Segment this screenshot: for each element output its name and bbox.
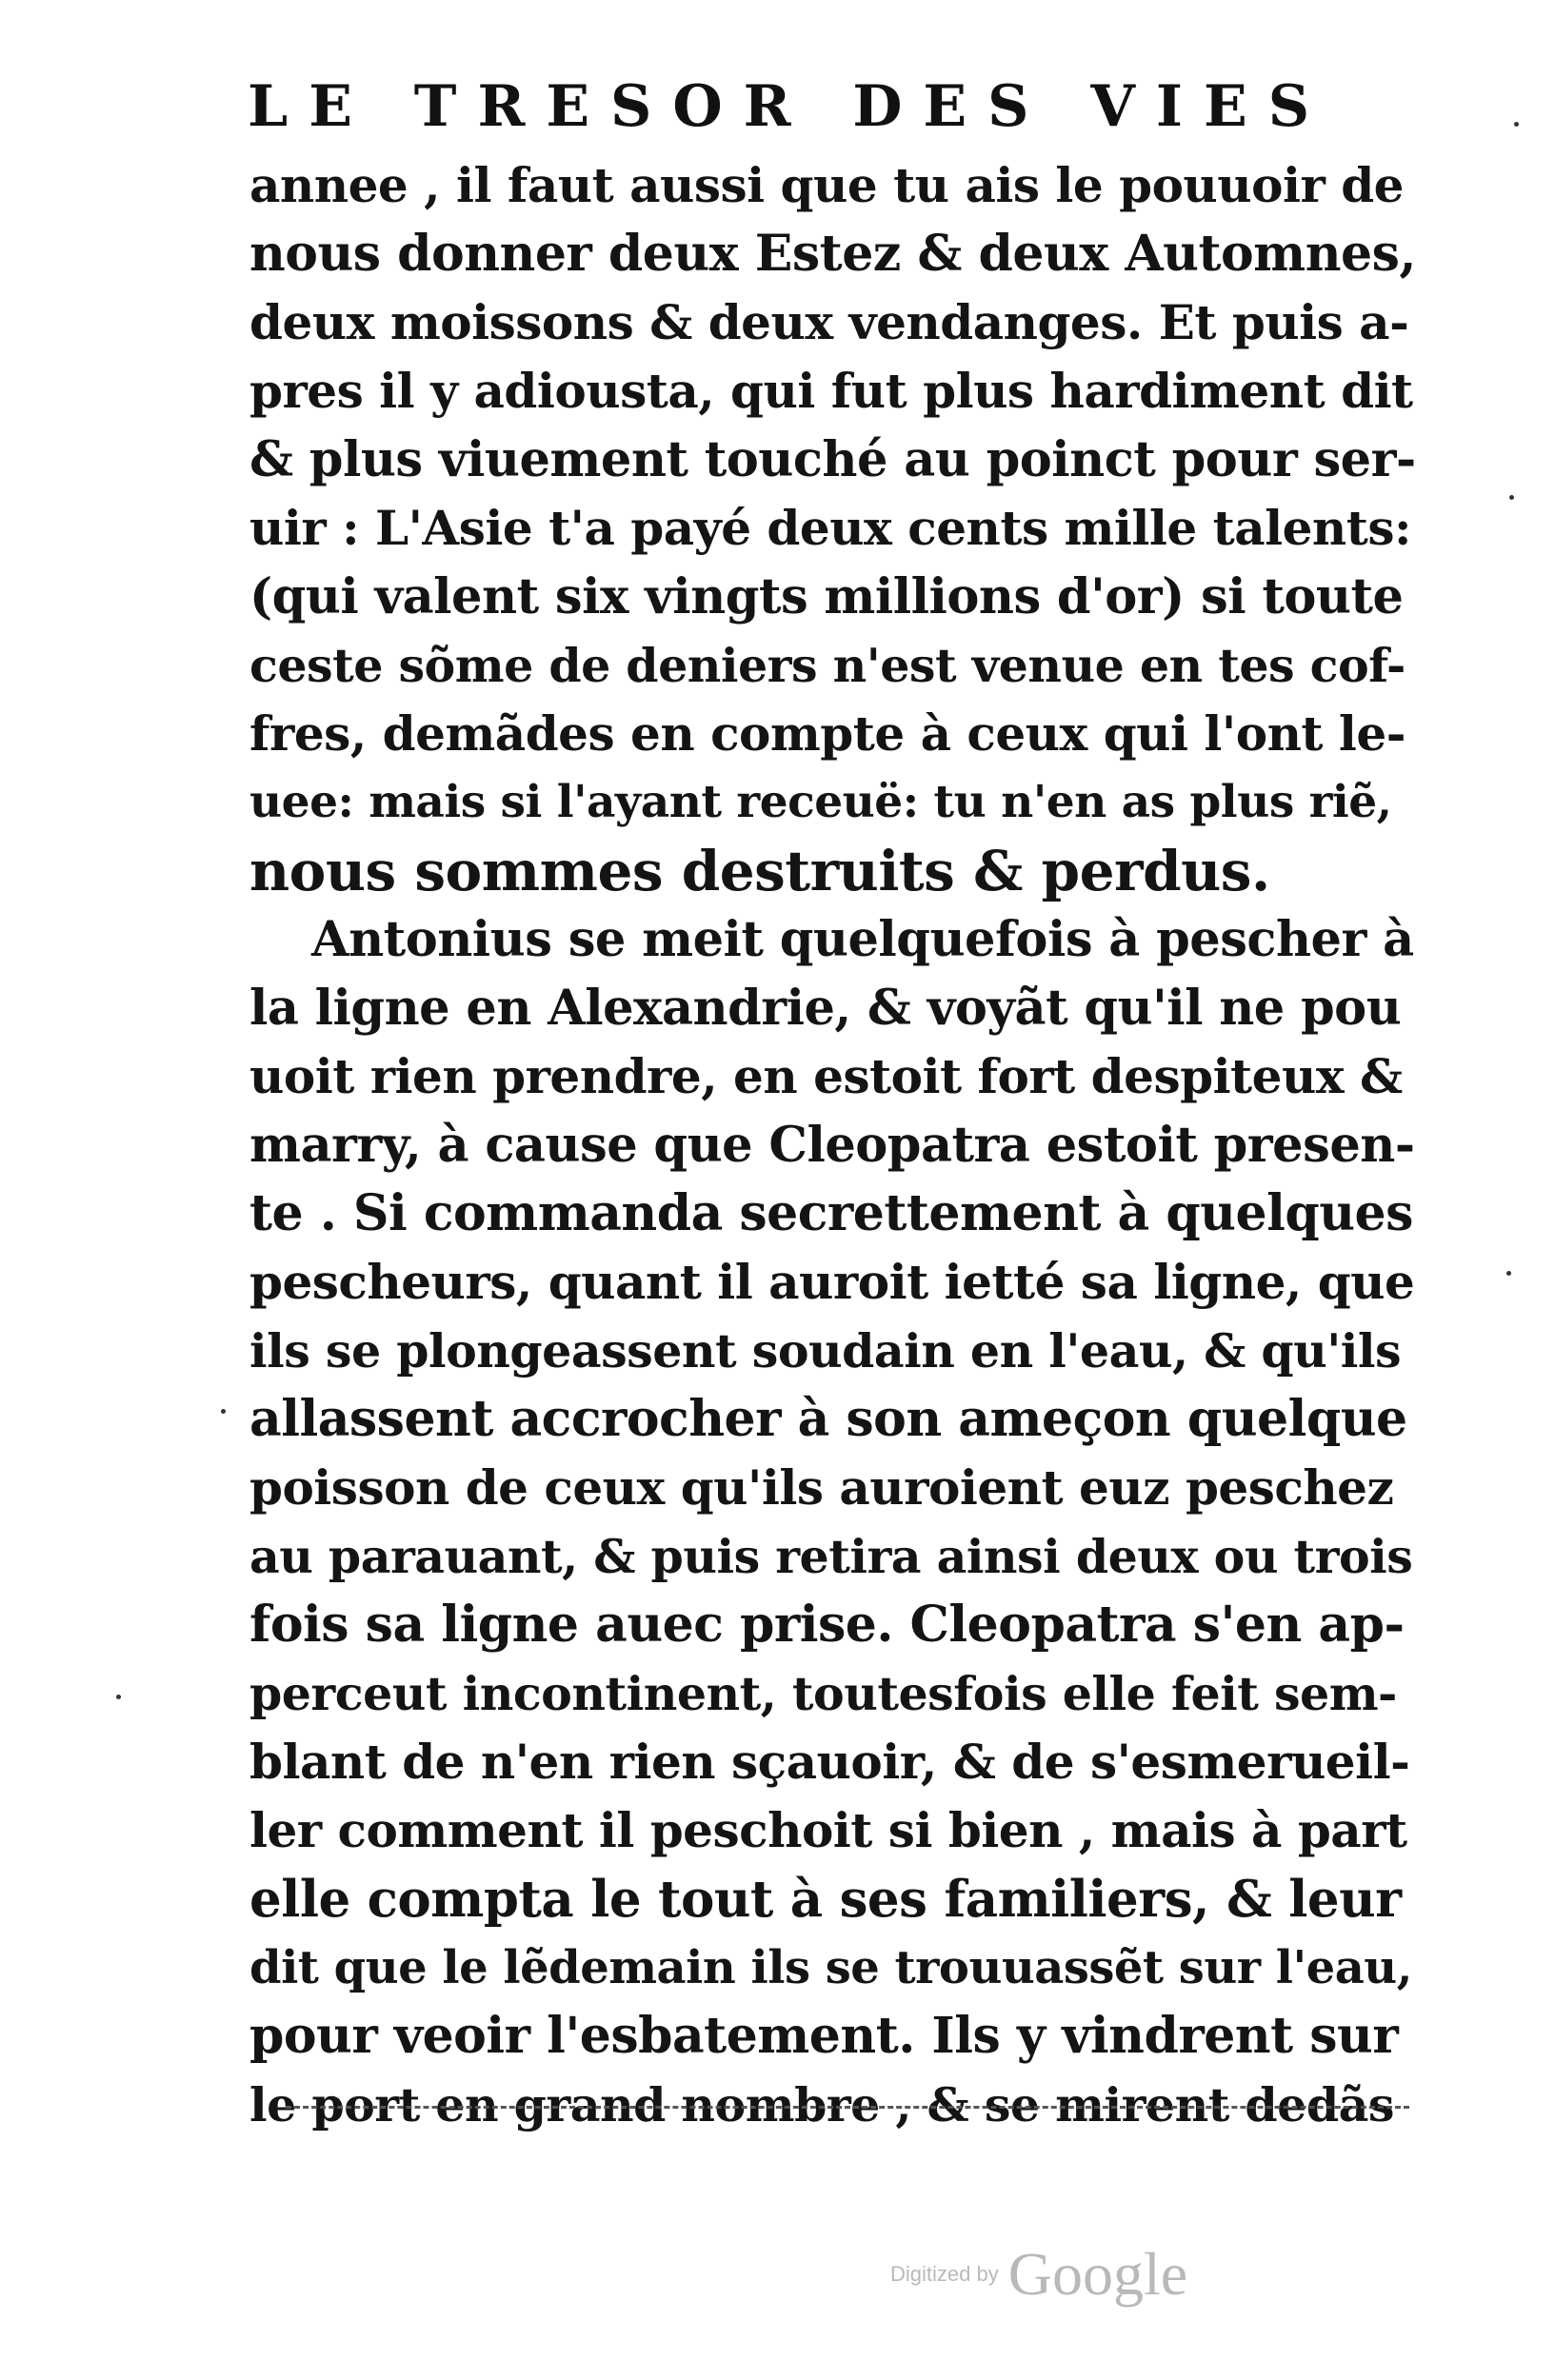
text-line: nous donner deux Estez & deux Automnes, bbox=[249, 225, 1416, 283]
watermark-small-text: Digitized by bbox=[890, 2262, 999, 2286]
text-line: deux moissons & deux vendanges. Et puis a- bbox=[249, 294, 1409, 350]
text-line: le port en grand nombre , & se mirent dedãs bbox=[249, 2077, 1394, 2132]
text-line: dit que le lẽdemain ils se trouuassẽt sur l'eau, bbox=[249, 1941, 1412, 1994]
text-line: pescheurs, quant il auroit ietté sa ligne, que bbox=[249, 1254, 1415, 1310]
text-line: allassent accrocher à son ameçon quelque bbox=[249, 1390, 1407, 1448]
ink-speck bbox=[1509, 495, 1514, 500]
text-line: nous sommes destruits & perdus. bbox=[249, 839, 1270, 903]
text-line: marry, à cause que Cleopatra estoit presen- bbox=[249, 1117, 1415, 1174]
text-line: perceut incontinent, toutesfois elle feit sem- bbox=[249, 1666, 1397, 1721]
text-line: Antonius se meit quelquefois à pescher à bbox=[311, 911, 1414, 968]
text-line: pour veoir l'esbatement. Ils y vindrent sur bbox=[249, 2007, 1399, 2065]
text-line: ler comment il peschoit si bien , mais à part bbox=[249, 1802, 1407, 1858]
text-line: fres, demãdes en compte à ceux qui l'ont le- bbox=[249, 705, 1405, 762]
text-line: uoit rien prendre, en estoit fort despiteux & bbox=[249, 1048, 1403, 1104]
text-line: elle compta le tout à ses familiers, & leur bbox=[249, 1870, 1402, 1929]
running-head: LE TRESOR DES VIES bbox=[248, 73, 1331, 140]
text-line: pres il y adiousta, qui fut plus hardiment dit bbox=[249, 363, 1413, 419]
ink-speck bbox=[1514, 122, 1519, 127]
text-line: & plus viuement touché au poinct pour ser- bbox=[249, 431, 1416, 488]
digitized-by-google-watermark bbox=[890, 2239, 1187, 2315]
text-line: blant de n'en rien sçauoir, & de s'esmerueil- bbox=[249, 1734, 1410, 1790]
ink-speck bbox=[1506, 1271, 1511, 1276]
text-line: poisson de ceux qu'ils auroient euz peschez bbox=[249, 1459, 1394, 1516]
ink-speck bbox=[116, 1695, 121, 1699]
ink-speck bbox=[221, 1409, 226, 1414]
text-line: ils se plongeassent soudain en l'eau, & qu'ils bbox=[249, 1323, 1402, 1378]
google-logo-text: Google bbox=[1007, 2240, 1188, 2308]
text-line: uir : L'Asie t'a payé deux cents mille talents: bbox=[249, 500, 1411, 556]
bottom-rule bbox=[286, 2106, 1409, 2109]
text-line: la ligne en Alexandrie, & voyãt qu'il ne pou bbox=[249, 980, 1402, 1037]
text-line: uee: mais si l'ayant receuë: tu n'en as plus riẽ, bbox=[249, 776, 1392, 828]
text-line: annee , il faut aussi que tu ais le pouuoir de bbox=[249, 157, 1404, 213]
text-line: au parauant, & puis retira ainsi deux ou trois bbox=[249, 1529, 1413, 1584]
text-line: ceste sõme de deniers n'est venue en tes cof- bbox=[249, 638, 1405, 693]
text-line: fois sa ligne auec prise. Cleopatra s'en ap- bbox=[249, 1596, 1405, 1654]
text-line: te . Si commanda secrettement à quelques bbox=[249, 1184, 1413, 1242]
text-line: (qui valent six vingts millions d'or) si toute bbox=[249, 568, 1404, 625]
